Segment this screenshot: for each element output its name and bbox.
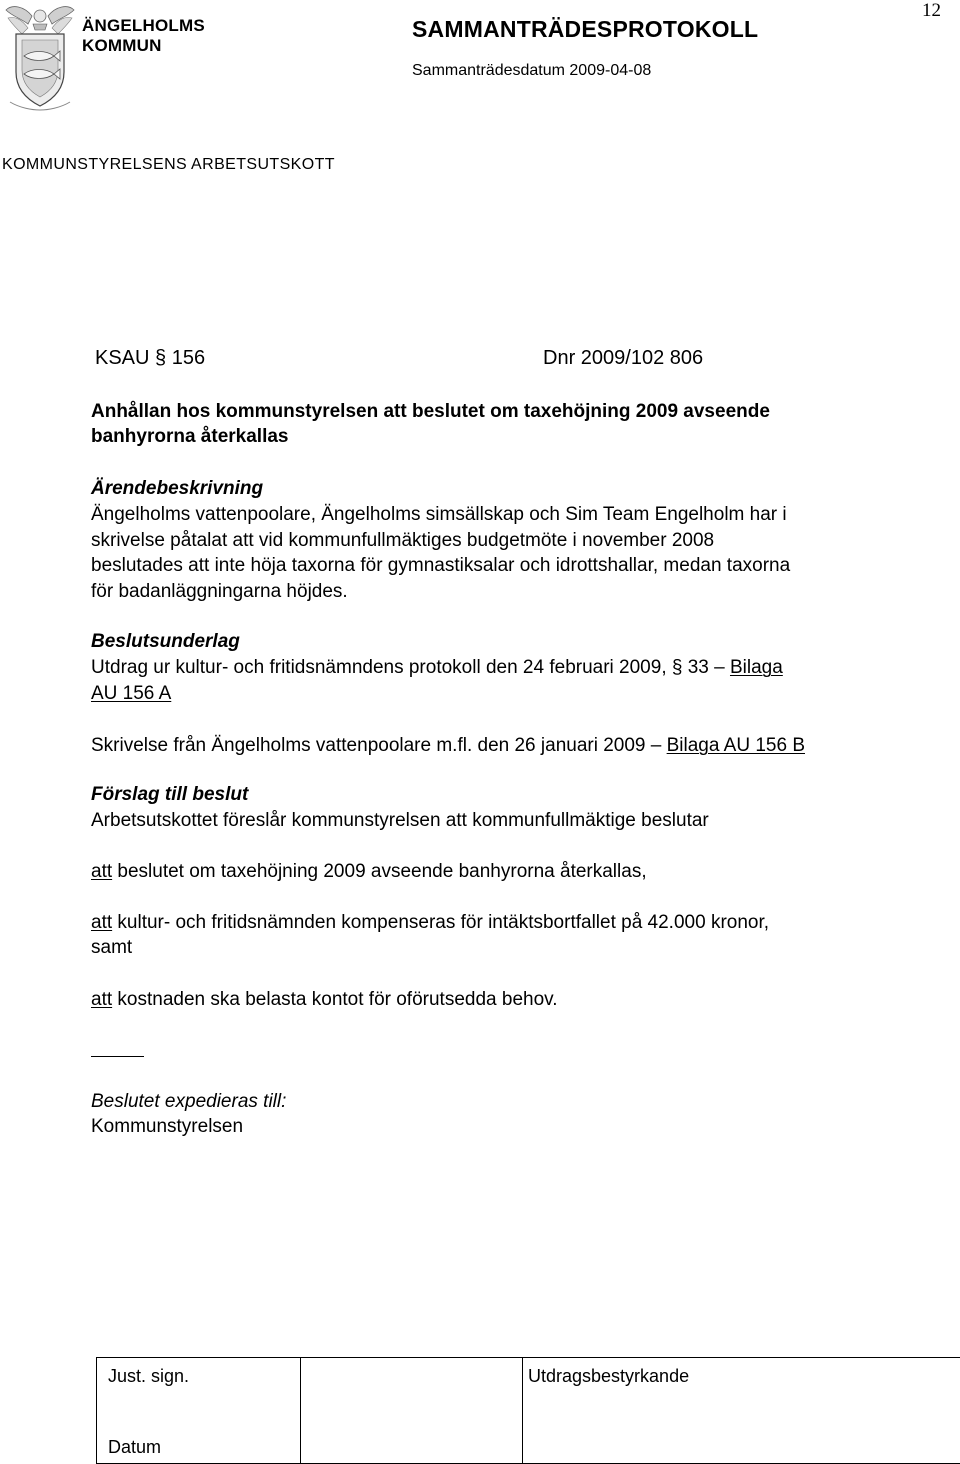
proposal-clause2 [91,910,769,936]
attachment-b-link[interactable]: Bilaga AU 156 B [666,735,805,756]
municipality-name-line1: ÄNGELHOLMS [82,16,205,35]
description-line4: för badanläggningarna höjdes. [91,581,348,602]
meeting-date: Sammanträdesdatum 2009-04-08 [412,62,652,79]
municipality-name [82,16,205,56]
certification-cell [523,1358,960,1463]
basis-item1-cont [91,681,171,707]
datum-label: Datum [108,1437,162,1457]
proposal-heading: Förslag till beslut [91,784,249,805]
municipality-name-line2: KOMMUN [82,36,162,55]
case-section-number: 156 [171,347,206,369]
basis-item1-text: Utdrag ur kultur- och fritidsnämndens protokoll den 24 februari 2009, § 33 – [91,657,725,678]
description-heading: Ärendebeskrivning [91,478,264,499]
just-sign-cell [97,1358,301,1463]
utdragsbestyrkande-label: Utdragsbestyrkande [528,1366,690,1386]
basis-heading: Beslutsunderlag [91,631,240,652]
section-sign: § [155,347,167,369]
case-reference [95,347,205,370]
attachment-a-link-cont[interactable]: AU 156 A [91,683,172,704]
case-title-line2: banhyrorna återkallas [91,426,289,447]
attachment-a-link[interactable]: Bilaga [729,657,783,678]
proposal-clause1 [91,859,647,885]
clause2-text: kultur- och fritidsnämnden kompenseras för intäktsbortfallet på 42.000 kronor, [112,912,770,933]
distribution-heading: Beslutet expedieras till: [91,1091,287,1112]
signature-cell [301,1358,523,1463]
clause3-text: kostnaden ska belasta kontot för oförutsedda behov. [112,989,558,1010]
document-title: SAMMANTRÄDESPROTOKOLL [412,16,759,42]
section-divider [91,1056,144,1057]
proposal-clause2-cont: samt [91,937,133,958]
proposal-clause3 [91,987,558,1013]
page-number: 12 [922,0,941,21]
att-keyword: att [91,861,113,882]
clause1-text: beslutet om taxehöjning 2009 avseende banhyrorna återkallas, [112,861,647,882]
basis-item2-text: Skrivelse från Ängelholms vattenpoolare m.fl. den 26 januari 2009 – [91,735,662,756]
coat-of-arms-icon [2,2,78,112]
att-keyword: att [91,989,113,1010]
distribution-recipient: Kommunstyrelsen [91,1116,244,1137]
att-keyword: att [91,912,113,933]
case-title-line1: Anhållan hos kommunstyrelsen att beslutet om taxehöjning 2009 avseende [91,401,770,422]
description-line3: beslutades att inte höja taxorna för gymnastiksalar och idrottshallar, medan taxorna [91,555,791,576]
case-section-prefix: KSAU [95,347,150,369]
basis-item1 [91,655,783,681]
description-line1: Ängelholms vattenpoolare, Ängelholms simsällskap och Sim Team Engelholm har i [91,504,787,525]
dnr-number: Dnr 2009/102 806 [543,347,704,369]
committee-name: KOMMUNSTYRELSENS ARBETSUTSKOTT [2,156,335,173]
proposal-intro: Arbetsutskottet föreslår kommunstyrelsen att kommunfullmäktige beslutar [91,810,709,831]
description-line2: skrivelse påtalat att vid kommunfullmäktiges budgetmöte i november 2008 [91,530,715,551]
just-sign-label: Just. sign. [108,1366,190,1386]
signature-box [96,1357,960,1464]
basis-item2 [91,733,805,759]
